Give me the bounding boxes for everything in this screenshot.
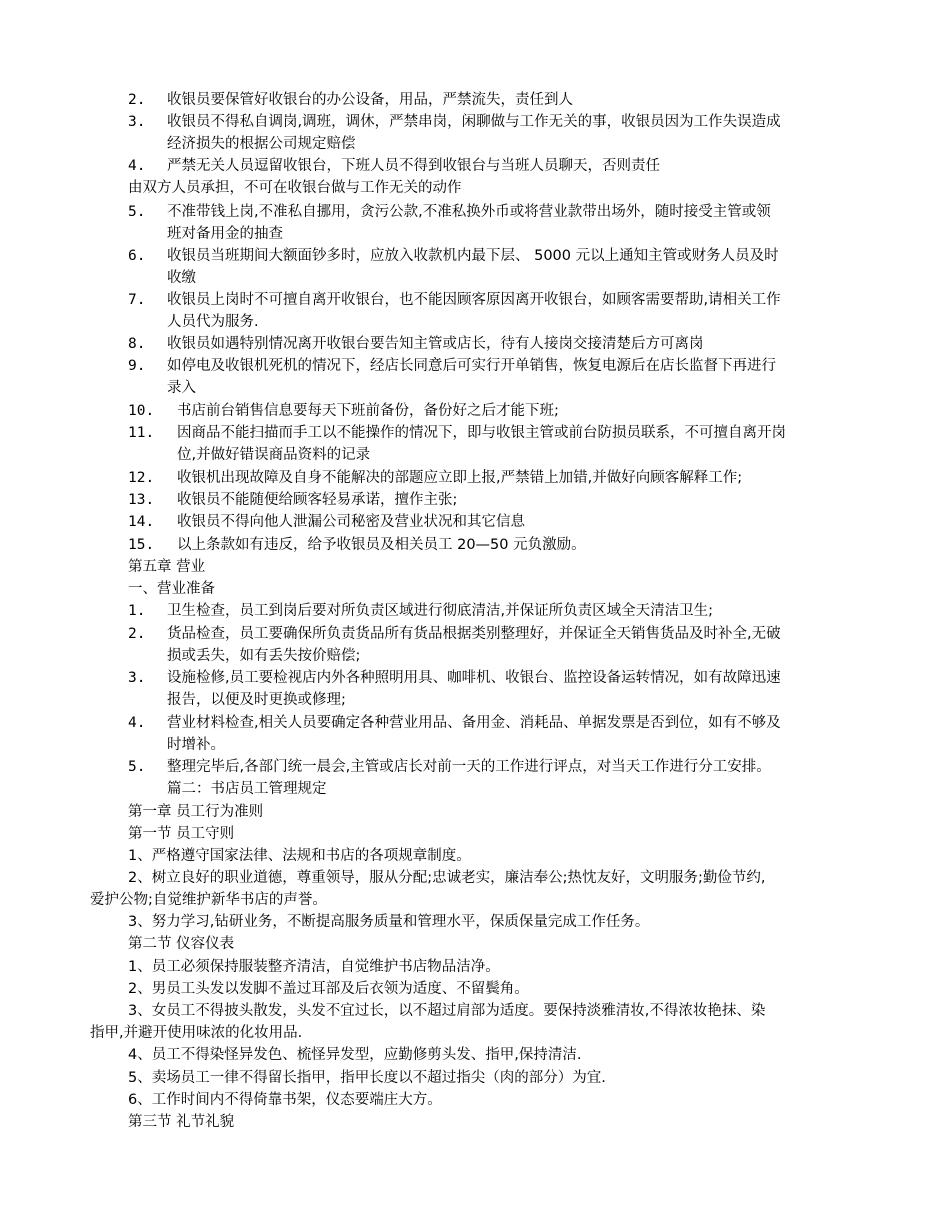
list-number: 3. <box>128 670 146 686</box>
appearance-text-cont: 指甲,并避开使用味浓的化妆用品. <box>90 1025 303 1041</box>
list-item-text: 书店前台销售信息要每天下班前备份，备份好之后才能下班; <box>177 403 559 419</box>
list-item-text: 货品检查，员工要确保所负责货品所有货品根据类别整理好，并保证全天销售货品及时补全,无破 <box>167 626 781 642</box>
list-item-text: 收银员上岗时不可擅自离开收银台，也不能因顾客原因离开收银台，如顾客需要帮助,请相关工作 <box>167 292 781 308</box>
list-item-text: 卫生检查，员工到岗后要对所负责区域进行彻底清洁,并保证所负责区域全天清洁卫生; <box>167 603 713 619</box>
list-item-text: 设施检修,员工要检视店内外各种照明用具、咖啡机、收银台、监控设备运转情况，如有故障迅速 <box>167 670 781 686</box>
list-number: 1. <box>128 603 146 619</box>
rule-text: 1、严格遵守国家法律、法规和书店的各项规章制度。 <box>128 848 471 864</box>
list-item-text-cont: 报告，以便及时更换或修理; <box>167 692 346 708</box>
list-item-text: 整理完毕后,各部门统一晨会,主管或店长对前一天的工作进行评点，对当天工作进行分工安排。 <box>167 759 771 775</box>
list-number: 8. <box>128 336 146 352</box>
list-item-text: 如停电及收银机死机的情况下，经店长同意后可实行开单销售，恢复电源后在店长监督下再进行 <box>167 358 776 374</box>
list-number: 4. <box>128 715 146 731</box>
rule-text-cont: 爱护公物;自觉维护新华书店的声誉。 <box>90 892 327 908</box>
list-number: 5. <box>128 759 146 775</box>
section-heading: 第二节 仪容仪表 <box>128 936 235 952</box>
list-item-text: 以上条款如有违反，给予收银员及相关员工 20—50 元负激励。 <box>177 537 586 553</box>
list-item-text: 收银员不得私自调岗,调班，调休，严禁串岗，闲聊做与工作无关的事，收银员因为工作失误造成 <box>167 114 781 130</box>
list-number: 12. <box>128 470 155 486</box>
list-number: 14. <box>128 514 155 530</box>
list-item-text: 收银机出现故障及自身不能解决的部题应立即上报,严禁错上加错,并做好向顾客解释工作; <box>177 470 743 486</box>
list-number: 3. <box>128 114 146 130</box>
list-number: 9. <box>128 358 146 374</box>
list-item-text: 收银员不能随便给顾客轻易承诺，擅作主张; <box>177 492 458 508</box>
list-item-text-cont: 录入 <box>167 380 196 396</box>
list-item-text: 收银员要保管好收银台的办公设备，用品，严禁流失，责任到人 <box>167 92 573 108</box>
section-heading: 第三节 礼节礼貌 <box>128 1114 235 1130</box>
appearance-text: 1、员工必须保持服装整齐清洁，自觉维护书店物品洁净。 <box>128 959 500 975</box>
appearance-text: 5、卖场员工一律不得留长指甲，指甲长度以不超过指尖（肉的部分）为宜. <box>128 1070 606 1086</box>
list-number: 11. <box>128 425 155 441</box>
list-item-text: 收银员如遇特别情况离开收银台要告知主管或店长，待有人接岗交接清楚后方可离岗 <box>167 336 704 352</box>
list-item-text-cont: 人员代为服务. <box>167 314 259 330</box>
list-item-text: 营业材料检查,相关人员要确定各种营业用品、备用金、消耗品、单据发票是否到位，如有不够及 <box>167 715 781 731</box>
list-number: 4. <box>128 158 146 174</box>
list-number: 2. <box>128 92 146 108</box>
list-number: 5. <box>128 204 146 220</box>
appearance-text: 2、男员工头发以发脚不盖过耳部及后衣领为适度、不留鬓角。 <box>128 981 529 997</box>
list-item-text-cont: 位,并做好错误商品资料的记录 <box>177 447 371 463</box>
list-item-text-cont: 收缴 <box>167 270 196 286</box>
rule-text: 3、努力学习,钻研业务，不断提高服务质量和管理水平，保质保量完成工作任务。 <box>128 914 650 930</box>
appearance-text: 6、工作时间内不得倚靠书架，仪态要端庄大方。 <box>128 1092 442 1108</box>
list-item-text: 严禁无关人员逗留收银台，下班人员不得到收银台与当班人员聊天，否则责任 <box>167 158 660 174</box>
rule-text: 2、树立良好的职业道德，尊重领导，服从分配;忠诚老实，廉洁奉公;热忱友好，文明服务;勤俭节约, <box>128 870 766 886</box>
section-heading: 一、营业准备 <box>128 581 215 597</box>
list-item-text: 不准带钱上岗,不准私自挪用，贪污公款,不准私换外币或将营业款带出场外，随时接受主管或领 <box>167 204 771 220</box>
chapter-heading: 第一章 员工行为准则 <box>128 804 264 820</box>
list-item-text-cont: 班对备用金的抽查 <box>167 226 283 242</box>
list-number: 13. <box>128 492 155 508</box>
appearance-text: 4、员工不得染怪异发色、梳怪异发型，应勤修剪头发、指甲,保持清洁. <box>128 1047 582 1063</box>
list-item-text-cont: 时增补。 <box>167 737 225 753</box>
appearance-text: 3、女员工不得披头散发，头发不宜过长，以不超过肩部为适度。要保持淡雅清妆,不得浓妆艳抹、染 <box>128 1003 766 1019</box>
section-heading: 第一节 员工守则 <box>128 826 235 842</box>
list-item-text-cont: 损或丢失，如有丢失按价赔偿; <box>167 648 361 664</box>
list-number: 15. <box>128 537 155 553</box>
list-item-text: 收银员不得向他人泄漏公司秘密及营业状况和其它信息 <box>177 514 525 530</box>
chapter-heading: 第五章 营业 <box>128 559 206 575</box>
part-title: 篇二：书店员工管理规定 <box>167 781 327 797</box>
list-item-text: 因商品不能扫描而手工以不能操作的情况下，即与收银主管或前台防损员联系，不可擅自离开岗 <box>177 425 786 441</box>
list-number: 7. <box>128 292 146 308</box>
list-number: 6. <box>128 248 146 264</box>
list-number: 10. <box>128 403 155 419</box>
paragraph-text: 由双方人员承担，不可在收银台做与工作无关的动作 <box>128 180 462 196</box>
list-number: 2. <box>128 626 146 642</box>
list-item-text: 收银员当班期间大额面钞多时，应放入收款机内最下层、 5000 元以上通知主管或财务人员及时 <box>167 248 779 264</box>
list-item-text-cont: 经济损失的根据公司规定赔偿 <box>167 136 356 152</box>
